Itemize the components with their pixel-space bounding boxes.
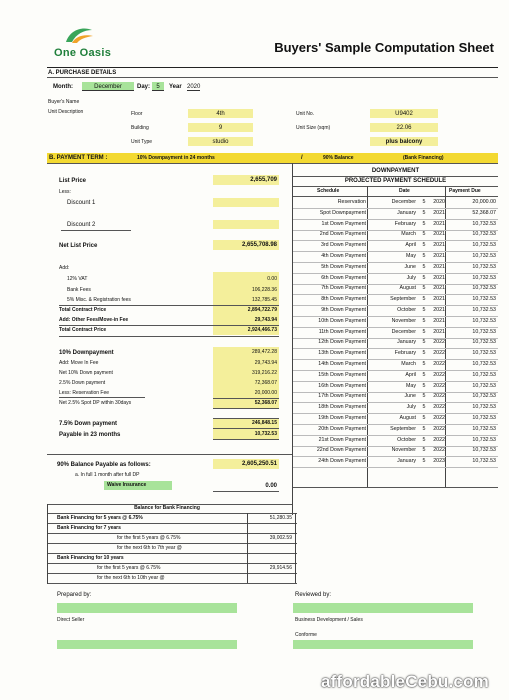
- header-divider: [47, 67, 498, 68]
- schedule-month: October: [397, 307, 416, 313]
- unit-size-value: 22.06: [396, 125, 412, 131]
- net-dp-value: 319,216.22: [251, 370, 277, 376]
- schedule-row: [293, 382, 498, 393]
- bank-10y-next-label: for the next 6th to 10th year @: [97, 575, 165, 581]
- dp75-top-rule: [213, 418, 279, 419]
- schedule-due: 10,732.53: [472, 436, 496, 443]
- bank-value-divider: [247, 513, 248, 583]
- dp25-label: 2.5% Down payment: [59, 380, 106, 386]
- waive-rule: [213, 491, 279, 492]
- term-divider: [47, 163, 498, 164]
- one-oasis-logo-icon: [62, 24, 96, 46]
- vat-value: 0.00: [267, 276, 277, 282]
- bank-10y-label: Bank Financing for 10 years: [57, 555, 124, 561]
- schedule-label: 16th Down Payment: [318, 382, 366, 389]
- schedule-row: [293, 295, 498, 306]
- schedule-due: 10,732.53: [472, 458, 496, 465]
- schedule-label: 13th Down Payment: [318, 350, 366, 357]
- bank-rule-2: [47, 523, 297, 524]
- direct-seller-label: Direct Seller: [57, 617, 85, 623]
- direct-seller-field[interactable]: [57, 640, 237, 649]
- sheet-header: [47, 20, 498, 68]
- bank-rule-3: [47, 533, 297, 534]
- page-title: Buyers' Sample Computation Sheet: [274, 40, 494, 55]
- schedule-due: 10,732.53: [472, 274, 496, 281]
- schedule-month: April: [405, 371, 416, 378]
- unit-type-label: Unit Type: [131, 139, 153, 145]
- bank-rule-5: [47, 553, 297, 554]
- schedule-month: March: [401, 361, 416, 367]
- bank-7y-first-label: for the first 5 years @ 6.75%: [117, 535, 181, 541]
- spot-value: 52,368.07: [254, 400, 277, 406]
- discount-2-underline: [61, 230, 131, 231]
- full-payment-label: a. In full 1 month after full DP: [75, 472, 140, 478]
- schedule-year: 2022: [433, 415, 445, 421]
- dp75-value: 246,848.15: [251, 420, 277, 426]
- vat-label: 12% VAT: [67, 276, 88, 282]
- unit-no-value: U9402: [395, 111, 413, 117]
- schedule-due: 10,732.53: [472, 361, 496, 367]
- col-schedule: Schedule: [317, 188, 340, 194]
- schedule-year: 2021: [433, 274, 445, 281]
- schedule-label: 9th Down Payment: [321, 307, 366, 313]
- schedule-day: 5: [422, 393, 426, 400]
- schedule-day: 5: [422, 307, 426, 313]
- financing-term: (Bank Financing): [403, 155, 444, 161]
- discount-2-label: Discount 2: [67, 222, 96, 228]
- schedule-row: [293, 209, 498, 220]
- schedule-label: 20th Down Payment: [318, 425, 366, 432]
- tcp-value: 2,894,722.79: [247, 307, 277, 313]
- payment-term-label: B. PAYMENT TERM :: [49, 155, 108, 161]
- schedule-day: 5: [422, 339, 426, 346]
- building-label: Building: [131, 125, 149, 131]
- unit-no-label: Unit No.: [296, 111, 315, 117]
- schedule-day: 5: [422, 447, 426, 454]
- misc-fees-label: 5% Misc. & Registration fees: [67, 297, 131, 303]
- misc-fees-value: 132,785.45: [251, 297, 277, 303]
- schedule-row: [293, 457, 498, 468]
- schedule-row-rule: [293, 467, 498, 468]
- schedule-row: [293, 371, 498, 382]
- schedule-row: [293, 328, 498, 339]
- unit-description-label: Unit Description: [48, 109, 84, 115]
- schedule-row: [293, 241, 498, 252]
- schedule-year: 2021: [433, 231, 445, 238]
- schedule-month: June: [404, 393, 416, 400]
- bank-rule-6: [47, 563, 297, 564]
- schedule-label: 12th Down Payment: [318, 339, 366, 346]
- schedule-year: 2022: [433, 350, 445, 357]
- reviewed-by-field[interactable]: [293, 603, 473, 613]
- schedule-due: 10,732.53: [472, 231, 496, 238]
- payable-value: 10,732.53: [254, 431, 277, 437]
- schedule-row: [293, 230, 498, 241]
- resfee-label: Less: Reservation Fee: [59, 390, 110, 396]
- schedule-year: 2022: [433, 339, 445, 346]
- dp-label: 10% Downpayment: [59, 350, 114, 356]
- schedule-row: [293, 274, 498, 285]
- schedule-label: 5th Down Payment: [321, 263, 366, 270]
- schedule-label: 18th Down Payment: [318, 404, 366, 411]
- schedule-due: 10,732.53: [472, 220, 496, 227]
- bank-rule-7: [47, 573, 297, 574]
- schedule-month: September: [390, 425, 416, 432]
- schedule-due: 10,732.53: [472, 296, 496, 303]
- schedule-label: 11th Down Payment: [318, 328, 366, 335]
- tcp2-label: Total Contract Price: [59, 327, 107, 333]
- schedule-row: [293, 284, 498, 295]
- bank-rule-1: [47, 513, 297, 514]
- schedule-month: May: [405, 253, 416, 259]
- tcp2-value: 2,924,466.73: [247, 327, 277, 333]
- schedule-row: [293, 252, 498, 263]
- schedule-due: 10,732.53: [472, 317, 496, 324]
- schedule-label: 7th Down Payment: [321, 285, 366, 292]
- schedule-month: November: [391, 317, 416, 324]
- schedule-year: 2021: [433, 285, 445, 292]
- schedule-month: July: [406, 274, 416, 281]
- resfee-underline: [59, 397, 145, 398]
- schedule-day: 5: [422, 404, 426, 411]
- schedule-day: 5: [422, 263, 426, 270]
- schedule-due: 10,732.53: [472, 447, 496, 454]
- spot-rule: [213, 408, 279, 409]
- schedule-due: 20,000.00: [472, 199, 496, 205]
- payable-rule: [213, 439, 279, 440]
- schedule-month: January: [397, 458, 416, 465]
- buyer-name-label: Buyer's Name: [48, 99, 80, 105]
- balance-value: 2,605,250.51: [241, 461, 277, 467]
- schedule-row: [293, 403, 498, 414]
- schedule-month: October: [397, 436, 416, 443]
- schedule-label: 17th Down Payment: [318, 393, 366, 400]
- schedule-label: 1st Down Payment: [321, 220, 366, 227]
- schedule-label: 4th Down Payment: [321, 253, 366, 259]
- schedule-day: 5: [422, 361, 426, 367]
- schedule-row: [293, 220, 498, 231]
- schedule-label: Spot Downpayment: [319, 209, 366, 216]
- balance-label: 90% Balance Payable as follows:: [57, 462, 151, 468]
- schedule-month: February: [394, 220, 416, 227]
- spot-label: Net 2.5% Spot DP within 30days: [59, 400, 132, 406]
- schedule-year: 2020: [433, 199, 445, 205]
- sched-rule-3: [293, 196, 498, 197]
- list-price-label: List Price: [59, 178, 87, 184]
- unit-size-label: Unit Size (sqm): [296, 125, 331, 131]
- sheet: [47, 20, 498, 652]
- waive-insurance-value: 0.00: [265, 483, 277, 489]
- resfee-value: 20,000.00: [254, 390, 277, 396]
- schedule-title: PROJECTED PAYMENT SCHEDULE: [344, 178, 447, 184]
- bank-10y-first-value: 29,914.56: [269, 565, 292, 571]
- schedule-year: 2022: [433, 393, 445, 400]
- schedule-row: [293, 338, 498, 349]
- dp-value: 289,472.28: [251, 349, 277, 355]
- schedule-due: 10,732.53: [472, 415, 496, 421]
- dp75-label: 7.5% Down payment: [59, 421, 118, 427]
- schedule-year: 2022: [433, 382, 445, 389]
- bank-10y-first-label: for the first 5 years @ 6.75%: [97, 565, 161, 571]
- schedule-month: January: [397, 209, 416, 216]
- schedule-day: 5: [422, 382, 426, 389]
- schedule-month: August: [399, 415, 416, 421]
- purchase-section-divider: [47, 77, 498, 78]
- schedule-year: 2022: [433, 425, 445, 432]
- schedule-day: 5: [422, 415, 426, 421]
- bank-7y-next-label: for the next 6th to 7th year @: [117, 545, 182, 551]
- bank-rule-8: [47, 583, 297, 584]
- schedule-year: 2021: [433, 317, 445, 324]
- year-label: Year: [169, 84, 182, 90]
- schedule-month: July: [406, 404, 416, 411]
- schedule-row: [293, 360, 498, 371]
- month-value: December: [82, 84, 134, 91]
- schedule-due: 52,368.07: [472, 209, 496, 216]
- schedule-day: 5: [422, 425, 426, 432]
- schedule-label: 3rd Down Payment: [320, 242, 366, 249]
- sched-bottom-rule: [293, 487, 498, 488]
- schedule-month: February: [394, 350, 416, 357]
- sched-rule-2: [293, 186, 498, 187]
- schedule-day: 5: [422, 242, 426, 249]
- schedule-row: [293, 317, 498, 328]
- other-fees-label: Add: Other Fees/Move-in Fee: [59, 317, 129, 323]
- floor-value: 4th: [216, 111, 225, 117]
- tcp-label: Total Contract Price: [59, 307, 107, 313]
- movein-label: Add: Move In Fee: [59, 360, 99, 366]
- schedule-label: 6th Down Payment: [321, 274, 366, 281]
- schedule-due: 10,732.53: [472, 263, 496, 270]
- month-label: Month:: [53, 84, 73, 90]
- discount-1-field[interactable]: [213, 198, 279, 207]
- year-value: 2020: [187, 84, 201, 90]
- schedule-row: [293, 436, 498, 447]
- purchase-section-title: A. PURCHASE DETAILS: [48, 70, 117, 76]
- schedule-day: 5: [422, 296, 426, 303]
- schedule-label: 15th Down Payment: [318, 371, 366, 378]
- reviewed-by-label: Reviewed by:: [295, 592, 332, 598]
- conforme-field[interactable]: [293, 640, 473, 649]
- add-label: Add:: [59, 265, 70, 271]
- payable-label: Payable in 23 months: [59, 432, 121, 438]
- bd-sales-label: Business Development / Sales: [295, 617, 363, 623]
- schedule-row: [293, 349, 498, 360]
- schedule-due: 10,732.53: [472, 404, 496, 411]
- floor-label: Floor: [131, 111, 143, 117]
- schedule-due: 10,732.53: [472, 307, 496, 313]
- building-value: 9: [218, 125, 223, 131]
- schedule-year: 2021: [433, 220, 445, 227]
- schedule-year: 2022: [433, 371, 445, 378]
- bank-fees-value: 106,228.36: [251, 287, 277, 293]
- waive-insurance-label: Waive Insurance: [107, 482, 147, 488]
- schedule-label: 22nd Down Payment: [316, 447, 366, 454]
- schedule-day: 5: [422, 436, 426, 443]
- schedule-month: September: [390, 296, 416, 303]
- schedule-month: June: [404, 263, 416, 270]
- schedule-due: 10,732.53: [472, 339, 496, 346]
- schedule-row: [293, 446, 498, 457]
- other-fees-value: 29,743.94: [254, 317, 277, 323]
- prepared-by-label: Prepared by:: [57, 592, 92, 598]
- schedule-due: 10,732.53: [472, 425, 496, 432]
- schedule-due: 10,732.53: [472, 285, 496, 292]
- schedule-due: 10,732.53: [472, 242, 496, 249]
- tcp-rule: [59, 305, 279, 306]
- bank-rule-4: [47, 543, 297, 544]
- resfee-rule: [213, 398, 279, 399]
- schedule-day: 5: [422, 317, 426, 324]
- dp25-value: 72,368.07: [254, 380, 277, 386]
- schedule-day: 5: [422, 220, 426, 227]
- schedule-label: 2nd Down Payment: [319, 231, 366, 238]
- schedule-year: 2021: [433, 209, 445, 216]
- sched-rule-1: [293, 176, 498, 177]
- unit-type-value: studio: [212, 139, 229, 145]
- schedule-label: 24th Down Payment: [318, 458, 366, 465]
- schedule-year: 2021: [433, 296, 445, 303]
- schedule-year: 2023: [433, 458, 445, 465]
- schedule-row: [293, 306, 498, 317]
- schedule-month: August: [399, 285, 416, 292]
- discount-2-field[interactable]: [213, 220, 279, 229]
- schedule-label: 19th Down Payment: [318, 415, 366, 421]
- schedule-day: 5: [422, 458, 426, 465]
- schedule-day: 5: [422, 371, 426, 378]
- schedule-due: 10,732.53: [472, 350, 496, 357]
- balcony-value: plus balcony: [385, 139, 423, 145]
- schedule-month: November: [391, 447, 416, 454]
- discount-1-label: Discount 1: [67, 200, 96, 206]
- schedule-month: December: [391, 199, 416, 205]
- schedule-row: [293, 263, 498, 274]
- schedule-row: [293, 414, 498, 425]
- schedule-row: [293, 392, 498, 403]
- logo-text: One Oasis: [54, 47, 112, 59]
- schedule-label: 21st Down Payment: [318, 436, 366, 443]
- schedule-day: 5: [422, 253, 426, 259]
- payment-term-slash: /: [301, 155, 303, 161]
- bank-fees-label: Bank Fees: [67, 287, 91, 293]
- schedule-day: 5: [422, 209, 426, 216]
- bank-right-border: [295, 513, 296, 583]
- col-payment-due: Payment Due: [449, 188, 481, 194]
- schedule-day: 5: [422, 199, 426, 205]
- schedule-year: 2022: [433, 436, 445, 443]
- day-label: Day:: [137, 84, 151, 90]
- schedule-due: 10,732.53: [472, 371, 496, 378]
- col-date: Date: [399, 188, 410, 194]
- schedule-month: March: [401, 231, 416, 238]
- schedule-month: January: [397, 339, 416, 346]
- schedule-year: 2021: [433, 328, 445, 335]
- payment-term-value: 10% Downpayment in 24 months: [137, 155, 215, 161]
- schedule-month: April: [405, 242, 416, 249]
- bank-left-border: [47, 504, 48, 584]
- schedule-day: 5: [422, 274, 426, 281]
- schedule-label: 8th Down Payment: [321, 296, 366, 303]
- schedule-month: December: [391, 328, 416, 335]
- schedule-label: 14th Down Payment: [318, 361, 366, 367]
- schedule-year: 2021: [433, 263, 445, 270]
- bank-7y-label: Bank Financing for 7 years: [57, 525, 121, 531]
- balance-top-rule: [47, 454, 292, 455]
- schedule-year: 2022: [433, 404, 445, 411]
- schedule-day: 5: [422, 328, 426, 335]
- schedule-row: [293, 198, 498, 209]
- tcp2-bottom-rule: [59, 336, 279, 337]
- prepared-by-field[interactable]: [57, 603, 237, 613]
- bank-5y-value: 51,280.35: [269, 515, 292, 521]
- bank-title: Balance for Bank Financing: [134, 505, 200, 511]
- schedule-day: 5: [422, 350, 426, 357]
- schedule-label: 10th Down Payment: [318, 317, 366, 324]
- less-label: Less:: [59, 189, 71, 195]
- schedule-due: 10,732.53: [472, 253, 496, 259]
- schedule-year: 2021: [433, 307, 445, 313]
- schedule-label: Reservation: [337, 199, 366, 205]
- schedule-due: 10,732.53: [472, 393, 496, 400]
- schedule-day: 5: [422, 285, 426, 292]
- bank-7y-first-value: 39,002.59: [269, 535, 292, 541]
- movein-value: 29,743.94: [254, 360, 277, 366]
- schedule-day: 5: [422, 231, 426, 238]
- schedule-year: 2022: [433, 361, 445, 367]
- schedule-due: 10,732.53: [472, 328, 496, 335]
- day-value: 5: [152, 84, 164, 91]
- balance-term: 90% Balance: [323, 155, 354, 161]
- list-price-value: 2,655,709: [250, 177, 277, 183]
- schedule-year: 2022: [433, 447, 445, 454]
- schedule-row: [293, 425, 498, 436]
- schedule-due: 10,732.53: [472, 382, 496, 389]
- schedule-year: 2021: [433, 242, 445, 249]
- net-list-price-value: 2,655,708.98: [241, 242, 277, 248]
- downpayment-title: DOWNPAYMENT: [371, 168, 420, 174]
- net-dp-label: Net 10% Down payment: [59, 370, 113, 376]
- watermark: affordableCebu.com: [321, 672, 489, 691]
- schedule-year: 2021: [433, 253, 445, 259]
- net-list-price-label: Net List Price: [59, 243, 98, 249]
- dp75-rule: [213, 428, 279, 429]
- schedule-month: May: [405, 382, 416, 389]
- bank-5y-label: Bank Financing for 5 years @ 6.75%: [57, 515, 143, 521]
- conforme-label: Conforme: [295, 632, 317, 638]
